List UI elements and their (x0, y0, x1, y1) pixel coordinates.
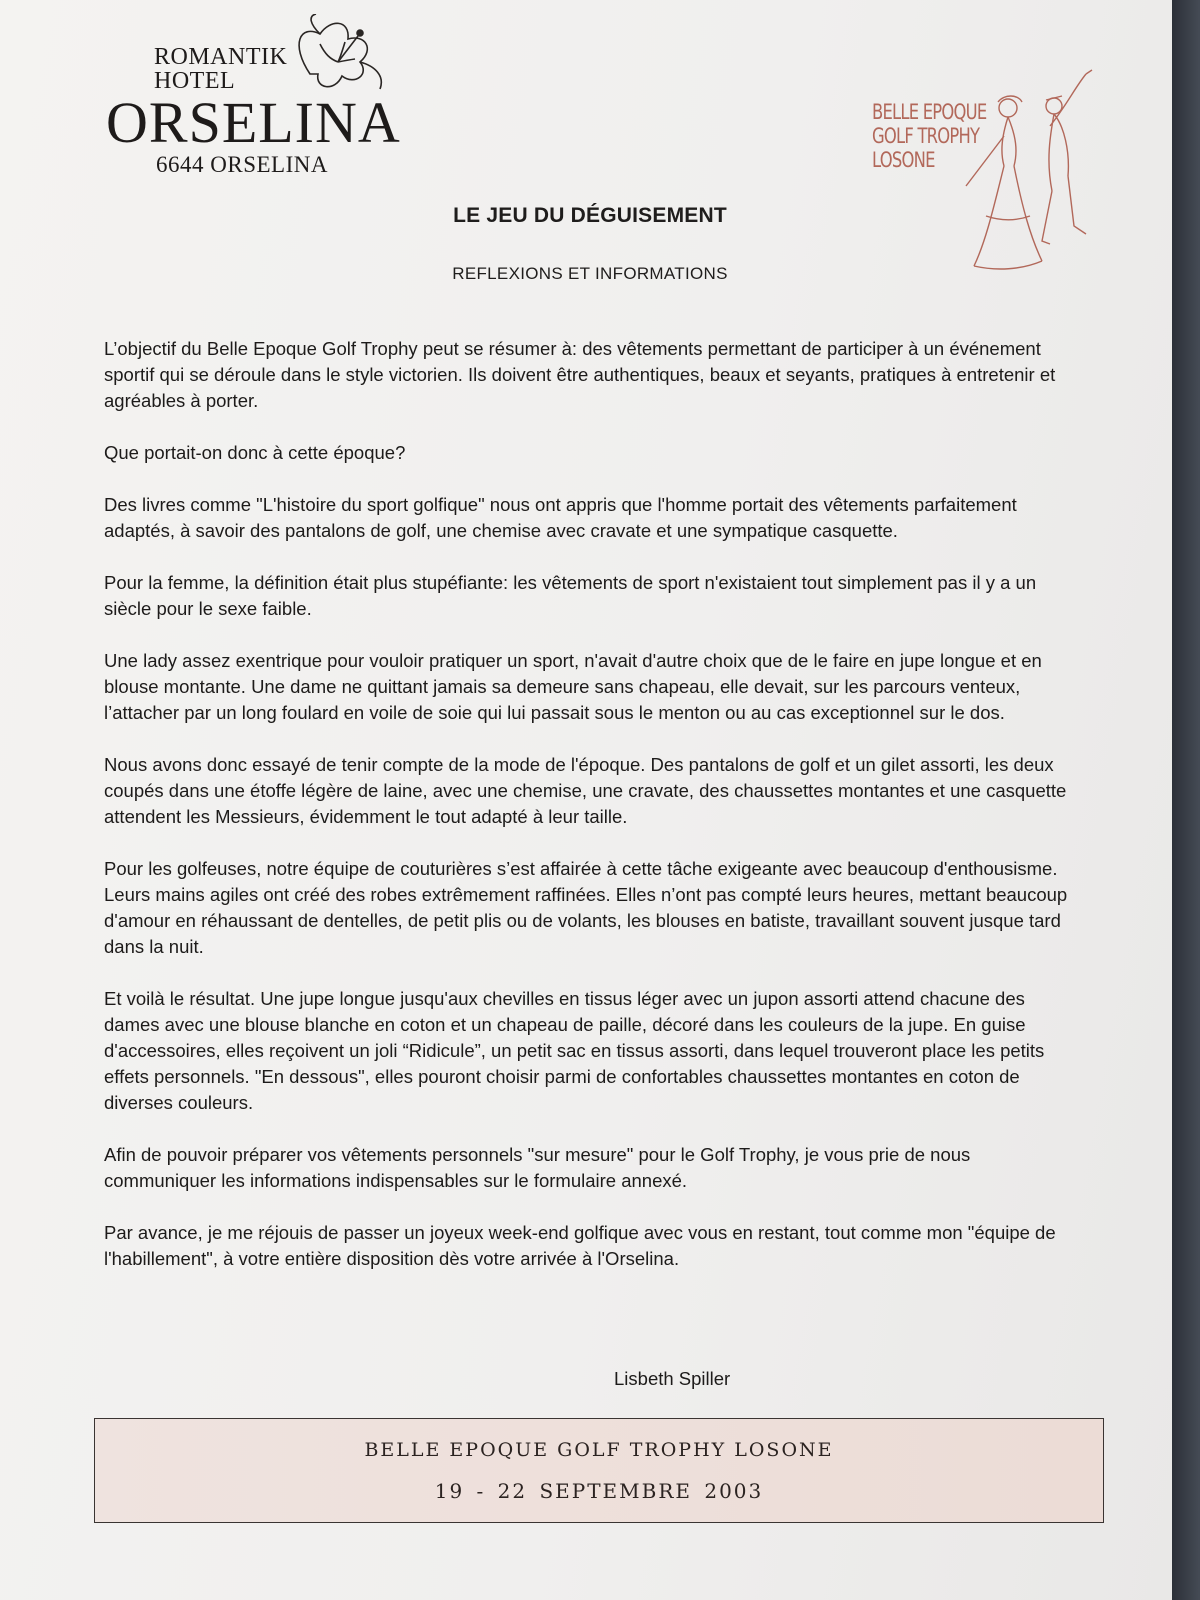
footer-event-dates: 19 - 22 SEPTEMBRE 2003 (434, 1479, 764, 1503)
paragraph: Pour les golfeuses, notre équipe de couturières s’est affairée à cette tâche exigeante avec beaucoup d'enthousisme. Leurs mains agiles ont créé des robes extrêmement raffinées. Elles n’ont pas compté leurs heures, mettant beaucoup d'amour en réhaussant de dentelles, de petit plis ou de volants, les blouses en batiste, travaillant souvent jusque tard dans la nuit. (104, 858, 1068, 957)
footer-event-name: BELLE EPOQUE GOLF TROPHY LOSONE (364, 1439, 834, 1461)
paragraph: Afin de pouvoir préparer vos vêtements personnels "sur mesure" pour le Golf Trophy, je vous prie de nous communiquer les informations indispensables sur le formulaire annexé. (104, 1144, 971, 1191)
trophy-line-1: BELLE EPOQUE (872, 100, 987, 124)
hotel-line-1: ROMANTIK (154, 44, 288, 70)
hotel-name: ORSELINA (106, 90, 401, 155)
document-title: LE JEU DU DÉGUISEMENT (453, 204, 727, 227)
trophy-line-3: LOSONE (872, 148, 935, 172)
paragraph: Que portait-on donc à cette époque? (104, 442, 406, 463)
paragraph: Par avance, je me réjouis de passer un joyeux week-end golfique avec vous en restant, tout comme mon "équipe de l'habillement", à votre entière disposition dès votre arrivée à l'Orselina. (104, 1222, 1056, 1269)
hotel-line-2: HOTEL (154, 68, 236, 94)
hotel-address: 6644 ORSELINA (156, 152, 328, 177)
letter-body (104, 336, 1079, 1298)
trophy-line-2: GOLF TROPHY (872, 124, 980, 148)
paragraph: Une lady assez exentrique pour vouloir pratiquer un sport, n'avait d'autre choix que de le faire en jupe longue et en blouse montante. Une dame ne quittant jamais sa demeure sans chapeau, elle devait, sur les parcours venteux, l’attacher par un long foulard en voile de soie qui lui passait sous le menton ou au cas exceptionnel sur le dos. (104, 650, 1042, 723)
paragraph: Et voilà le résultat. Une jupe longue jusqu'aux chevilles en tissus léger avec un jupon assorti attend chacune des dames avec une blouse blanche en coton et un chapeau de paille, décoré dans les couleurs de la jupe. En guise d'accessoires, elles reçoivent un joli “Ridicule”, un petit sac en tissus assorti, dans lequel trouveront place les petits effets personnels. "En dessous", elles pouront choisir parmi de confortables chaussettes montantes en coton de diverses couleurs. (104, 988, 1045, 1113)
background-surface (1172, 0, 1200, 1600)
golf-trophy-logo (856, 66, 1106, 281)
paragraph: Pour la femme, la définition était plus stupéfiante: les vêtements de sport n'existaient tout simplement pas il y a un siècle pour le sexe faible. (104, 572, 1037, 619)
signature: Lisbeth Spiller (614, 1368, 731, 1389)
paragraph: Des livres comme "L'histoire du sport golfique" nous ont appris que l'homme portait des vêtements parfaitement adaptés, à savoir des pantalons de golf, une chemise avec cravate et une sympatique casquette. (104, 494, 1017, 541)
golfer-illustration-icon (946, 66, 1096, 276)
hotel-logo (100, 14, 420, 177)
paragraph: L’objectif du Belle Epoque Golf Trophy peut se résumer à: des vêtements permettant de participer à un événement sportif qui se déroule dans le style victorien. Ils doivent être authentiques, beaux et seyants, pratiques à entretenir et agréables à porter. (104, 338, 1056, 411)
event-footer-box (94, 1418, 1104, 1523)
paragraph: Nous avons donc essayé de tenir compte de la mode de l'époque. Des pantalons de golf et un gilet assorti, les deux coupés dans une étoffe légère de laine, avec une chemise, une cravate, des chaussettes montantes et une casquette attendent les Messieurs, évidemment le tout adapté à leur taille. (104, 754, 1067, 827)
document-subtitle: REFLEXIONS ET INFORMATIONS (452, 264, 728, 283)
